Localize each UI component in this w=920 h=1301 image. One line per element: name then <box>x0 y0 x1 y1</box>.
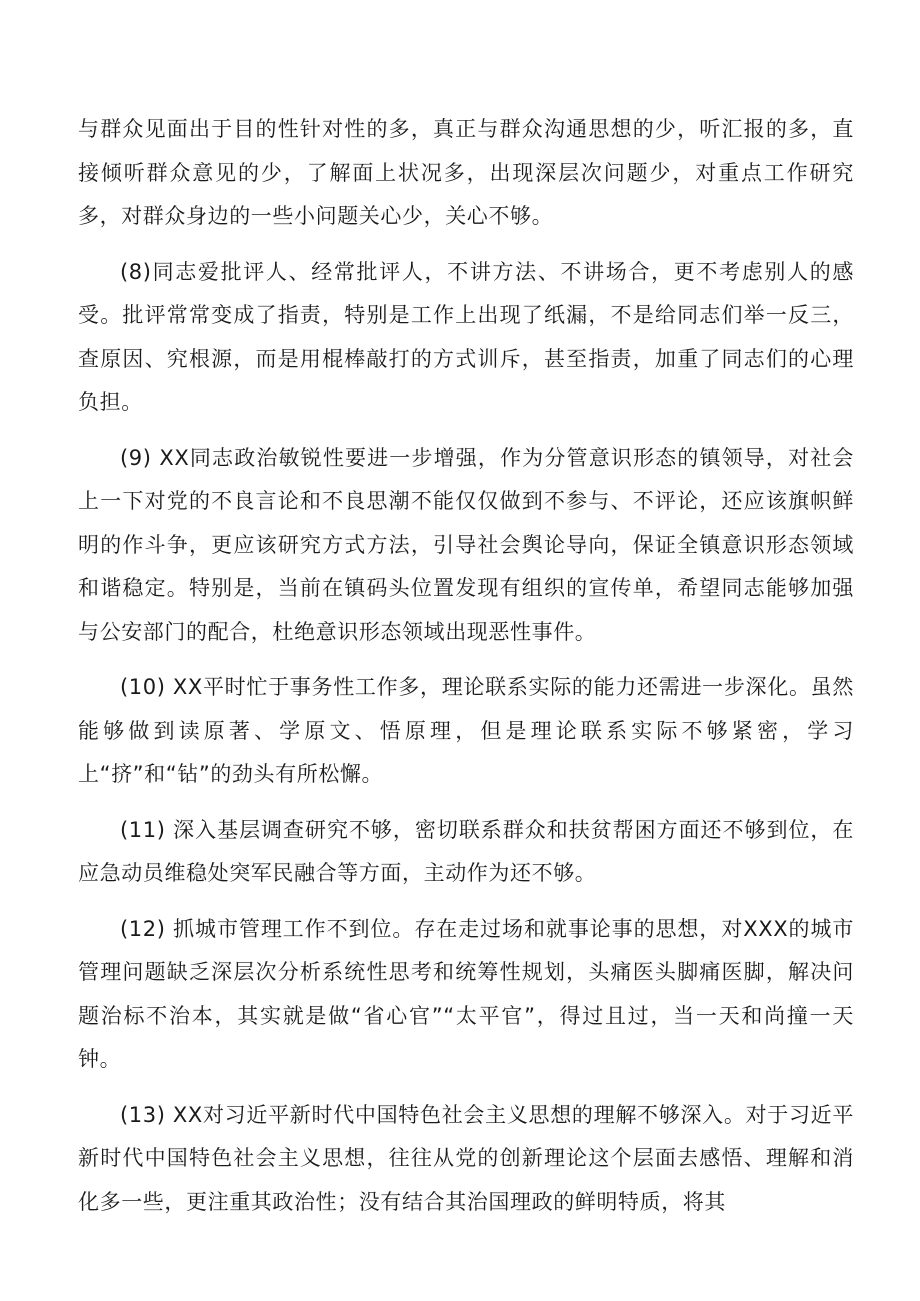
paragraph-item-11: (11) 深入基层调查研究不够，密切联系群众和扶贫帮困方面还不够到位，在应急动员维稳处突军民融合等方面，主动作为还不够。 <box>78 817 854 885</box>
paragraph-item-8: (8)同志爱批评人、经常批评人，不讲方法、不讲场合，更不考虑别人的感受。批评常常变成了指责，特别是工作上出现了纸漏，不是给同志们举一反三，查原因、究根源，而是用棍棒敲打的方式训斥，甚至指责，加重了同志们的心理负担。 <box>78 259 854 414</box>
paragraph-continuation: 与群众见面出于目的性针对性的多，真正与群众沟通思想的少，听汇报的多，直接倾听群众意见的少，了解面上状况多，出现深层次问题少，对重点工作研究多，对群众身边的一些小问题关心少，关心不够。 <box>78 117 854 228</box>
document-page <box>78 108 854 1236</box>
paragraph-item-12: (12) 抓城市管理工作不到位。存在走过场和就事论事的思想，对XXX的城市管理问题缺乏深层次分析系统性思考和统筹性规划，头痛医头脚痛医脚，解决问题治标不治本，其实就是做“省心官”“太平官”，得过且过，当一天和尚撞一天钟。 <box>78 916 854 1071</box>
paragraph-item-9: (9) XX同志政治敏锐性要进一步增强，作为分管意识形态的镇领导，对社会上一下对党的不良言论和不良思潮不能仅仅做到不参与、不评论，还应该旗帜鲜明的作斗争，更应该研究方式方法，引导社会舆论导向，保证全镇意识形态领域和谐稳定。特别是，当前在镇码头位置发现有组织的宣传单，希望同志能够加强与公安部门的配合，杜绝意识形态领域出现恶性事件。 <box>78 445 854 644</box>
paragraph-item-13: (13) XX对习近平新时代中国特色社会主义思想的理解不够深入。对于习近平新时代中国特色社会主义思想，往往从党的创新理论这个层面去感悟、理解和消化多一些，更注重其政治性；没有结合其治国理政的鲜明特质，将其 <box>78 1102 854 1214</box>
paragraph-item-10: (10) XX平时忙于事务性工作多，理论联系实际的能力还需进一步深化。虽然能够做到读原著、学原文、悟原理，但是理论联系实际不够紧密，学习上“挤”和“钻”的劲头有所松懈。 <box>78 675 854 786</box>
